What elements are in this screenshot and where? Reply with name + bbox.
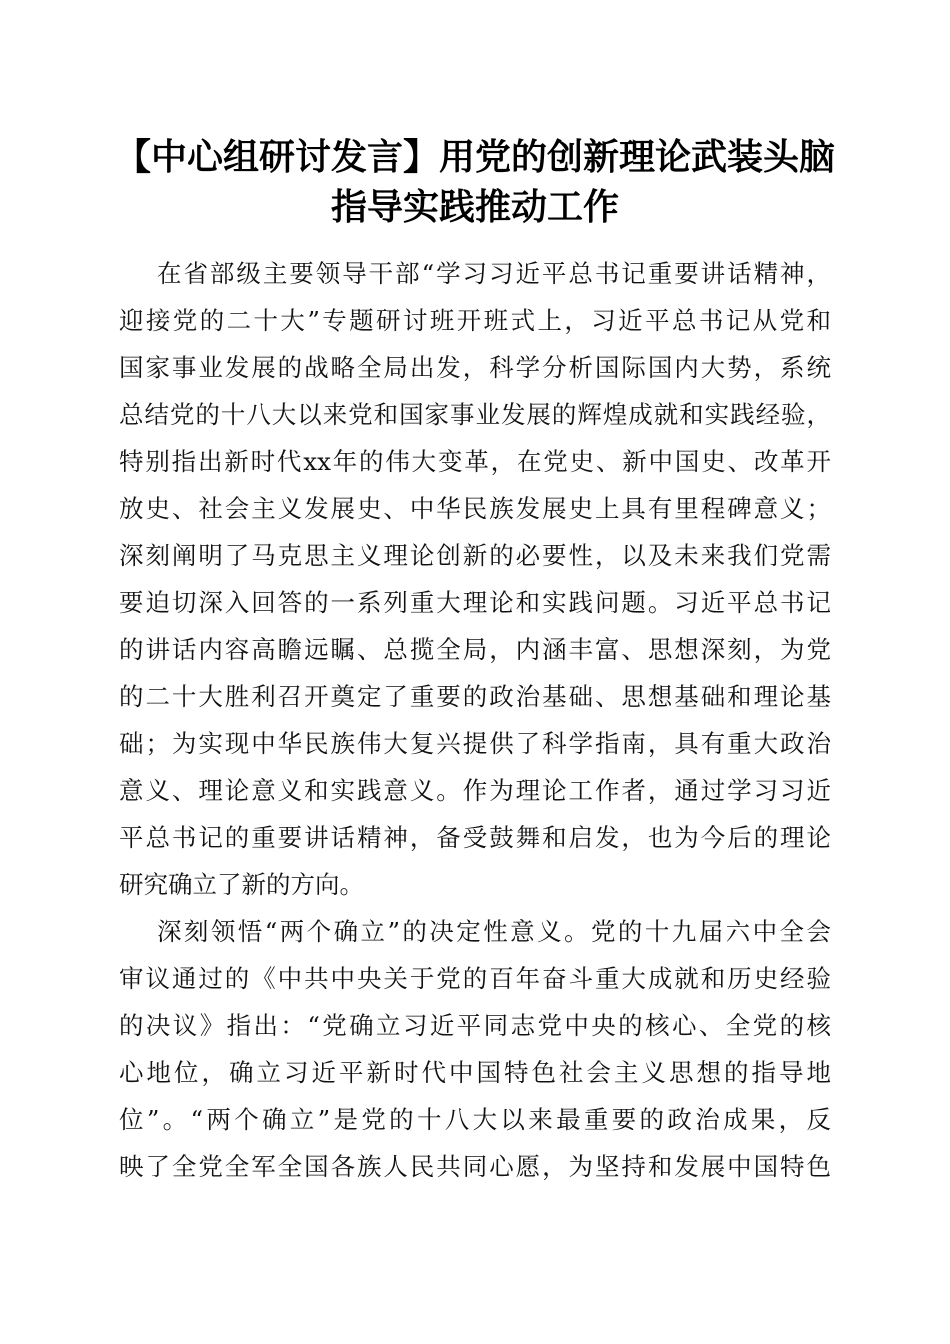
text-line: 平总书记的重要讲话精神，备受鼓舞和启发，也为今后的理论 xyxy=(119,823,831,852)
text-line: 在省部级主要领导干部“学习习近平总书记重要讲话精神， xyxy=(157,259,831,288)
text-line: 要迫切深入回答的一系列重大理论和实践问题。习近平总书记 xyxy=(119,588,831,617)
text-line: 深刻领悟“两个确立”的决定性意义。党的十九届六中全会 xyxy=(157,917,831,946)
paragraph-1 xyxy=(119,250,831,908)
text-line: 础；为实现中华民族伟大复兴提供了科学指南，具有重大政治 xyxy=(119,729,831,758)
text-line: 总结党的十八大以来党和国家事业发展的辉煌成就和实践经验， xyxy=(119,400,831,429)
text-line: 映了全党全军全国各族人民共同心愿，为坚持和发展中国特色 xyxy=(119,1152,831,1181)
text-line: 研究确立了新的方向。 xyxy=(119,870,364,899)
document-title-line-1: 【中心组研讨发言】用党的创新理论武装头脑 xyxy=(114,137,835,178)
text-line: 意义、理论意义和实践意义。作为理论工作者，通过学习习近 xyxy=(119,776,831,805)
document-body xyxy=(119,250,831,1190)
text-line: 审议通过的《中共中央关于党的百年奋斗重大成就和历史经验 xyxy=(119,964,831,993)
text-line: 放史、社会主义发展史、中华民族发展史上具有里程碑意义； xyxy=(119,494,831,523)
text-line: 的二十大胜利召开奠定了重要的政治基础、思想基础和理论基 xyxy=(119,682,831,711)
text-line: 的讲话内容高瞻远瞩、总揽全局，内涵丰富、思想深刻，为党 xyxy=(119,635,831,664)
text-line: 迎接党的二十大”专题研讨班开班式上，习近平总书记从党和 xyxy=(119,306,831,335)
paragraph-2 xyxy=(119,908,831,1190)
text-line: 深刻阐明了马克思主义理论创新的必要性，以及未来我们党需 xyxy=(119,541,831,570)
text-line: 心地位，确立习近平新时代中国特色社会主义思想的指导地 xyxy=(119,1058,831,1087)
text-line: 国家事业发展的战略全局出发，科学分析国际国内大势，系统 xyxy=(119,353,831,382)
text-line: 的决议》指出：“党确立习近平同志党中央的核心、全党的核 xyxy=(119,1011,831,1040)
document-title-line-2: 指导实践推动工作 xyxy=(330,187,619,228)
text-line: 特别指出新时代xx年的伟大变革，在党史、新中国史、改革开 xyxy=(119,447,831,476)
text-line: 位”。“两个确立”是党的十八大以来最重要的政治成果，反 xyxy=(119,1105,831,1134)
